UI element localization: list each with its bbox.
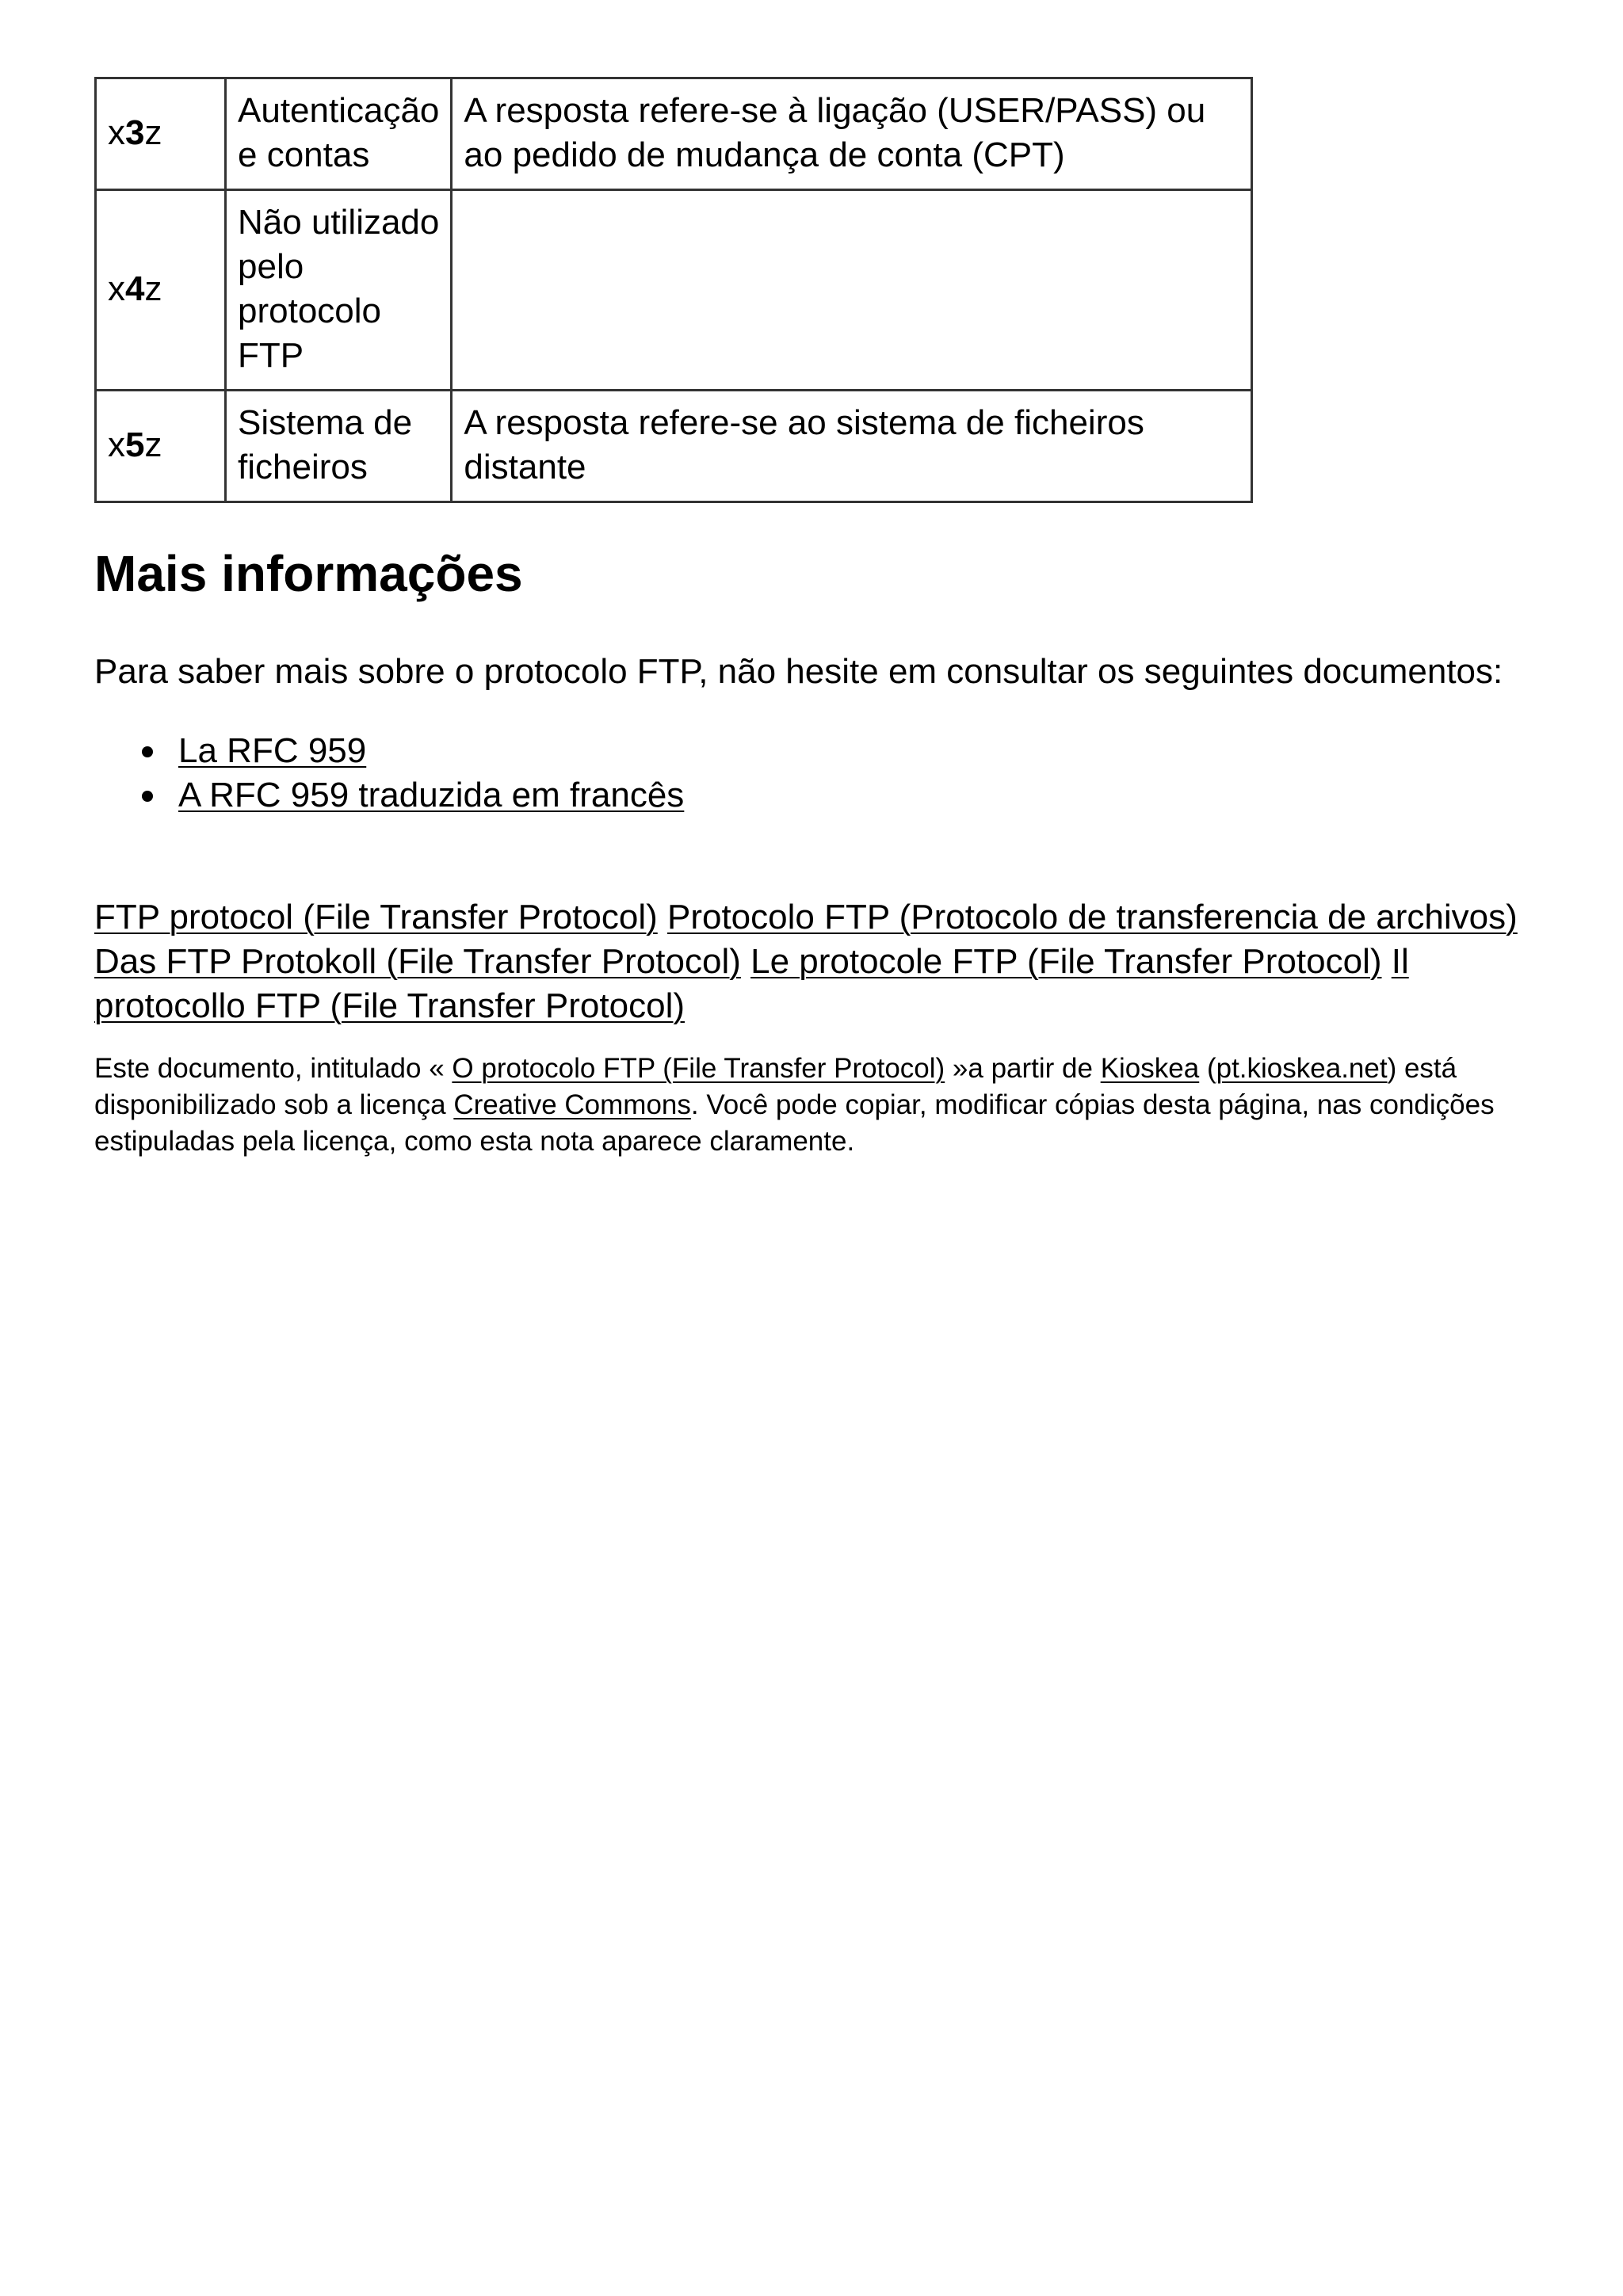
document-list (94, 729, 684, 818)
table-row (96, 78, 1252, 190)
code-cell: x5z (96, 391, 226, 502)
spanish-version-link[interactable]: Protocolo FTP (Protocolo de transferencia de archivos) (666, 898, 1518, 936)
code-cell: x4z (96, 190, 226, 391)
list-item (94, 729, 684, 773)
table-row (96, 190, 1252, 391)
section-title: Mais informações (94, 545, 523, 602)
german-version-link[interactable]: Das FTP Protokoll (File Transfer Protocol) (94, 942, 741, 981)
kioskea-url-link[interactable]: pt.kioskea.net (1216, 1053, 1388, 1084)
kioskea-link[interactable]: Kioskea (1100, 1053, 1200, 1084)
description-cell: A resposta refere-se ao sistema de ficheiros distante (452, 391, 1252, 502)
rfc959-link[interactable]: La RFC 959 (178, 731, 367, 770)
reply-code-table (94, 77, 1253, 503)
bullet-icon (142, 746, 153, 757)
description-cell (452, 190, 1252, 391)
category-cell: Não utilizado pelo protocolo FTP (226, 190, 452, 391)
category-cell: Sistema de ficheiros (226, 391, 452, 502)
list-item (94, 773, 684, 818)
bullet-icon (142, 791, 153, 802)
code-cell: x3z (96, 78, 226, 190)
english-version-link[interactable]: FTP protocol (File Transfer Protocol) (94, 898, 658, 936)
table-row (96, 391, 1252, 502)
description-cell: A resposta refere-se à ligação (USER/PASS) ou ao pedido de mudança de conta (CPT) (452, 78, 1252, 190)
license-note: Este documento, intitulado « O protocolo FTP (File Transfer Protocol) »a partir de Kioskea (pt.kioskea.net) está disponibilizado sob a licença Creative Commons. Você pode copiar, modificar cópias desta página, nas condições estipuladas pela licença, como esta nota aparece claramente. (94, 1053, 1495, 1157)
creative-commons-link[interactable]: Creative Commons (453, 1089, 691, 1120)
document-title-link[interactable]: O protocolo FTP (File Transfer Protocol) (452, 1053, 945, 1084)
french-version-link[interactable]: Le protocole FTP (File Transfer Protocol) (750, 942, 1382, 981)
language-links (94, 895, 1545, 1028)
rfc959-french-link[interactable]: A RFC 959 traduzida em francês (178, 776, 685, 814)
italian-version-link[interactable]: Il protocollo FTP (File Transfer Protocol) (94, 942, 1409, 1025)
category-cell: Autenticação e contas (226, 78, 452, 190)
intro-paragraph: Para saber mais sobre o protocolo FTP, não hesite em consultar os seguintes documentos: (94, 652, 1503, 691)
